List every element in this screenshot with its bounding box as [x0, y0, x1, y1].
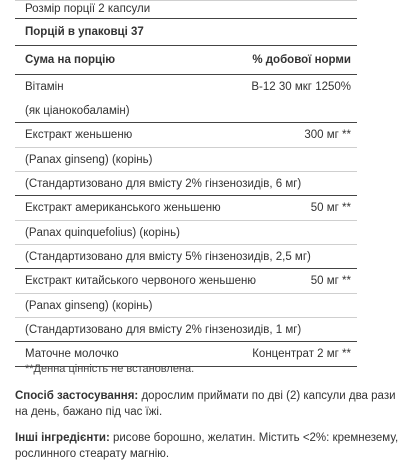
nutrient-value: 50 мг **	[310, 275, 351, 287]
nutrient-sub-row	[15, 245, 357, 269]
servings-per-container	[15, 18, 357, 46]
nutrient-sub-row	[15, 172, 357, 196]
daily-value-header: % добової норми	[252, 54, 351, 66]
nutrient-value: Концентрат 2 мг **	[252, 348, 351, 360]
nutrient-row-chinese-red-ginseng	[15, 269, 357, 294]
nutrient-name: Екстракт китайського червоного женьшеню	[25, 275, 256, 287]
nutrient-value: 50 мг **	[310, 202, 351, 214]
nutrient-sub-row	[15, 221, 357, 245]
usage-paragraph	[15, 388, 407, 420]
usage-label: Спосіб застосування:	[15, 390, 139, 402]
nutrient-sub-text: (Panax ginseng) (корінь)	[25, 153, 153, 166]
nutrient-sub-row	[15, 294, 357, 318]
supplement-facts-panel	[15, 0, 357, 367]
nutrient-sub-text: (Стандартизовано для вмісту 5% гінзенозидів, 2,5 мг)	[25, 250, 311, 263]
nutrient-row-vitamin	[15, 75, 357, 99]
usage-text: дорослим приймати по дві (2) капсули два рази на день, бажано під час їжі.	[15, 390, 396, 418]
nutrient-value: 300 мг **	[304, 129, 351, 141]
nutrient-sub-row	[15, 318, 357, 342]
nutrient-name: Екстракт американського женьшеню	[25, 202, 221, 214]
nutrient-sub-text: (Стандартизовано для вмісту 2% гінзенозидів, 6 мг)	[25, 177, 302, 190]
nutrient-sub-text: (Panax quinquefolius) (корінь)	[25, 226, 180, 239]
nutrient-name: Вітамін	[25, 81, 64, 93]
facts-header-row	[15, 46, 357, 75]
nutrient-row-ginseng	[15, 123, 357, 148]
nutrient-sub-row	[15, 99, 357, 123]
nutrient-sub-text: (Panax ginseng) (корінь)	[25, 299, 153, 312]
other-ingredients-text: рисове борошно, желатин. Містить <2%: кремнезему, рослинного стеарату магнію.	[15, 432, 399, 460]
other-ingredients-paragraph	[15, 430, 407, 462]
nutrient-value: В-12 30 мкг 1250%	[251, 81, 351, 93]
nutrient-sub-text: (Стандартизовано для вмісту 2% гінзенозидів, 1 мг)	[25, 323, 302, 336]
nutrient-row-american-ginseng	[15, 196, 357, 221]
serving-size: Розмір порції 2 капсули	[15, 0, 357, 18]
nutrient-name: Маточне молочко	[25, 348, 119, 360]
other-ingredients-label: Інші інгредієнти:	[15, 432, 110, 444]
servings-per-container-text: Порцій в упаковці 37	[25, 26, 144, 38]
nutrient-sub-row	[15, 148, 357, 172]
amount-per-serving-header: Сума на порцію	[25, 54, 116, 66]
nutrient-name: Екстракт женьшеню	[25, 129, 133, 141]
footnote: **Денна цінність не встановлена.	[25, 363, 195, 375]
nutrient-sub-text: (як ціанокобаламін)	[25, 104, 130, 117]
